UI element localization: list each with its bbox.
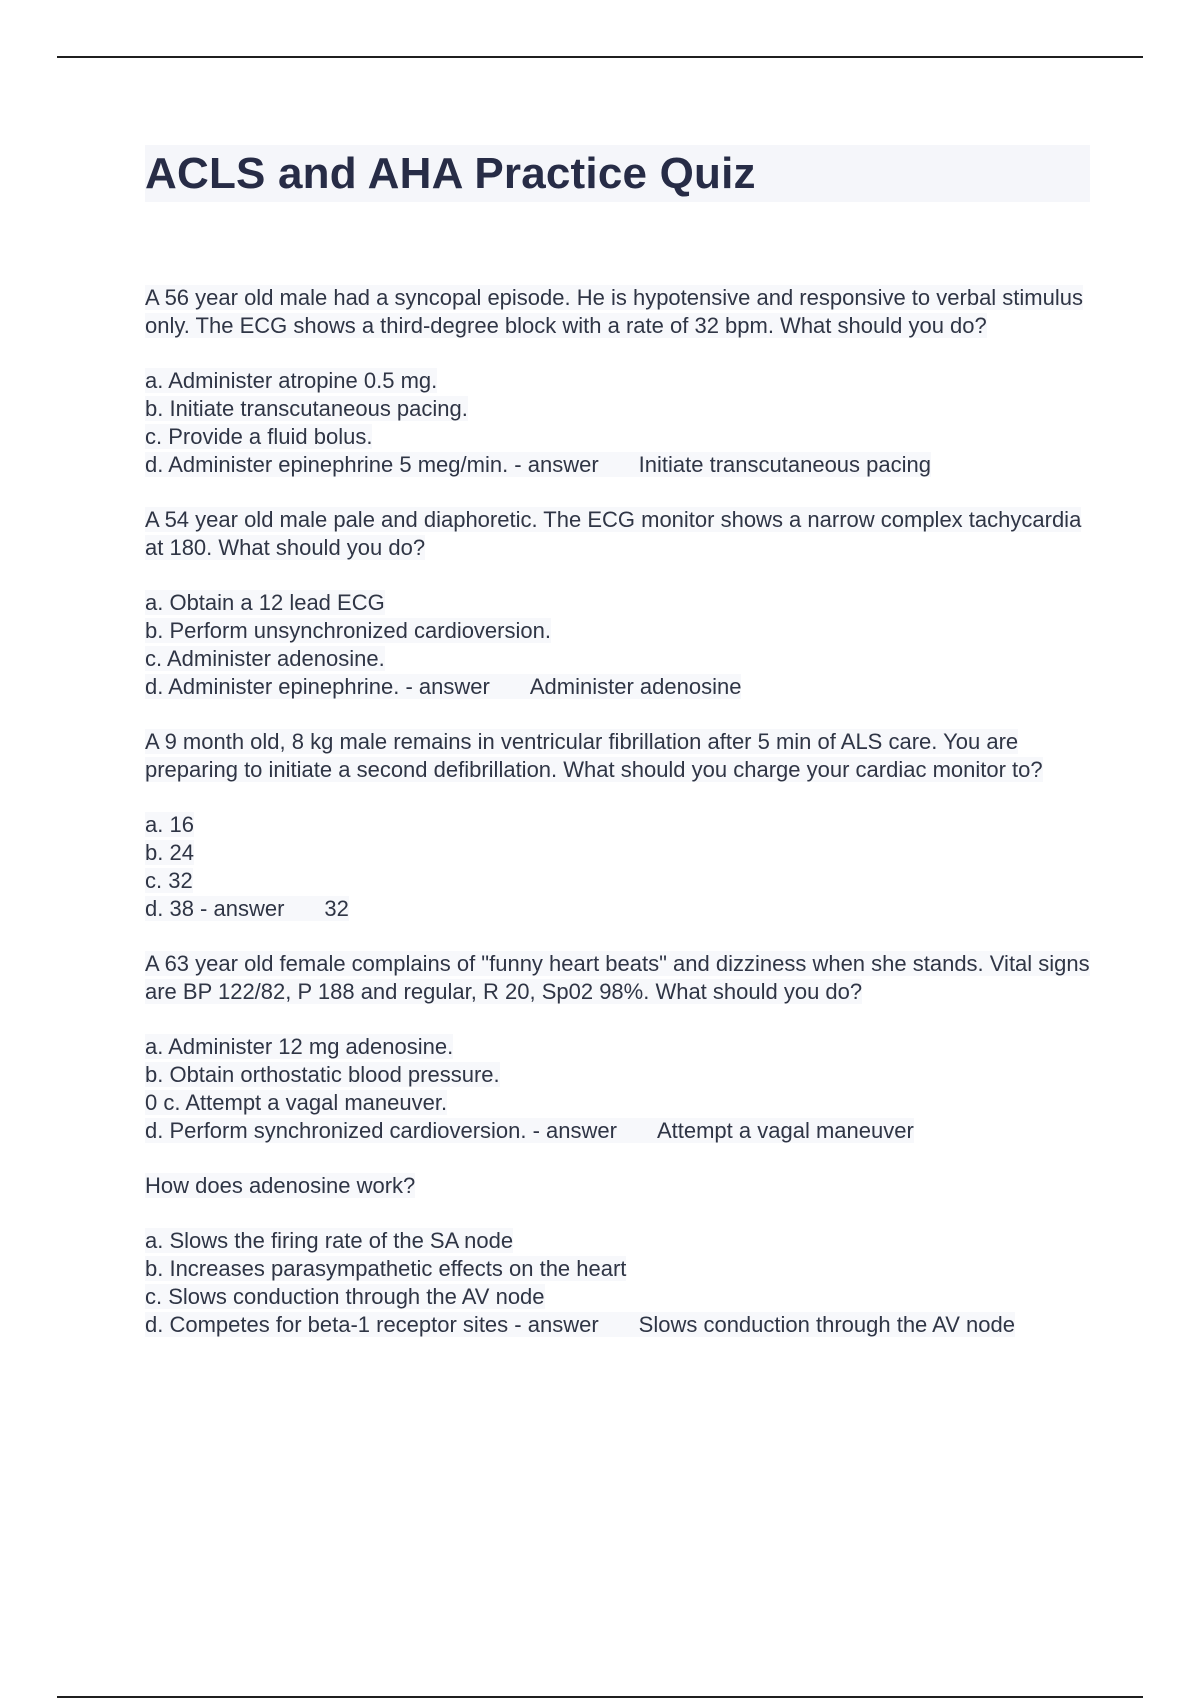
bottom-rule (57, 1696, 1143, 1698)
answer-text: Slows conduction through the AV node (638, 1312, 1015, 1337)
option-list (145, 1033, 1090, 1145)
document-title: ACLS and AHA Practice Quiz (145, 148, 756, 198)
option-d: d. Administer epinephrine 5 meg/min. - answer Initiate transcutaneous pacing (145, 452, 931, 477)
answer-text: Administer adenosine (529, 674, 742, 699)
question-stem: A 56 year old male had a syncopal episode. He is hypotensive and responsive to verbal stimulus only. The ECG shows a third-degree block with a rate of 32 bpm. What should you do? (145, 285, 1083, 338)
option-a: a. Administer atropine 0.5 mg. (145, 368, 438, 393)
option-b: b. Increases parasympathetic effects on the heart (145, 1256, 627, 1281)
option-list (145, 1227, 1090, 1339)
option-d: d. Administer epinephrine. - answer Administer adenosine (145, 674, 742, 699)
option-c: 0 c. Attempt a vagal maneuver. (145, 1090, 448, 1115)
title-bar (145, 145, 1090, 202)
question-1 (145, 284, 1090, 479)
option-d: d. Perform synchronized cardioversion. - answer Attempt a vagal maneuver (145, 1118, 914, 1143)
option-b: b. 24 (145, 840, 194, 865)
question-5 (145, 1172, 1090, 1339)
option-b: b. Perform unsynchronized cardioversion. (145, 618, 551, 643)
option-list (145, 367, 1090, 479)
question-list (145, 284, 1090, 1339)
question-4 (145, 950, 1090, 1145)
option-list (145, 589, 1090, 701)
question-3 (145, 728, 1090, 923)
option-a: a. 16 (145, 812, 194, 837)
option-c: c. Slows conduction through the AV node (145, 1284, 545, 1309)
option-a: a. Administer 12 mg adenosine. (145, 1034, 454, 1059)
option-a: a. Obtain a 12 lead ECG (145, 590, 385, 615)
question-stem: A 63 year old female complains of "funny heart beats" and dizziness when she stands. Vital signs are BP 122/82, P 188 and regular, R 20, Sp02 98%. What should you do? (145, 951, 1090, 1004)
top-rule (57, 56, 1143, 58)
option-c: c. Administer adenosine. (145, 646, 385, 671)
answer-text: Attempt a vagal maneuver (656, 1118, 914, 1143)
option-d: d. Competes for beta-1 receptor sites - answer Slows conduction through the AV node (145, 1312, 1015, 1337)
question-stem: How does adenosine work? (145, 1173, 416, 1198)
answer-text: 32 (324, 896, 349, 921)
option-a: a. Slows the firing rate of the SA node (145, 1228, 514, 1253)
option-list (145, 811, 1090, 923)
option-c: c. 32 (145, 868, 193, 893)
option-b: b. Initiate transcutaneous pacing. (145, 396, 468, 421)
question-stem: A 9 month old, 8 kg male remains in ventricular fibrillation after 5 min of ALS care. You are preparing to initiate a second defibrillation. What should you charge your cardiac monitor to? (145, 729, 1043, 782)
document-body (145, 145, 1090, 1366)
question-stem: A 54 year old male pale and diaphoretic. The ECG monitor shows a narrow complex tachycardia at 180. What should you do? (145, 507, 1082, 560)
option-d: d. 38 - answer 32 (145, 896, 349, 921)
question-2 (145, 506, 1090, 701)
option-b: b. Obtain orthostatic blood pressure. (145, 1062, 500, 1087)
option-c: c. Provide a fluid bolus. (145, 424, 373, 449)
answer-text: Initiate transcutaneous pacing (638, 452, 931, 477)
